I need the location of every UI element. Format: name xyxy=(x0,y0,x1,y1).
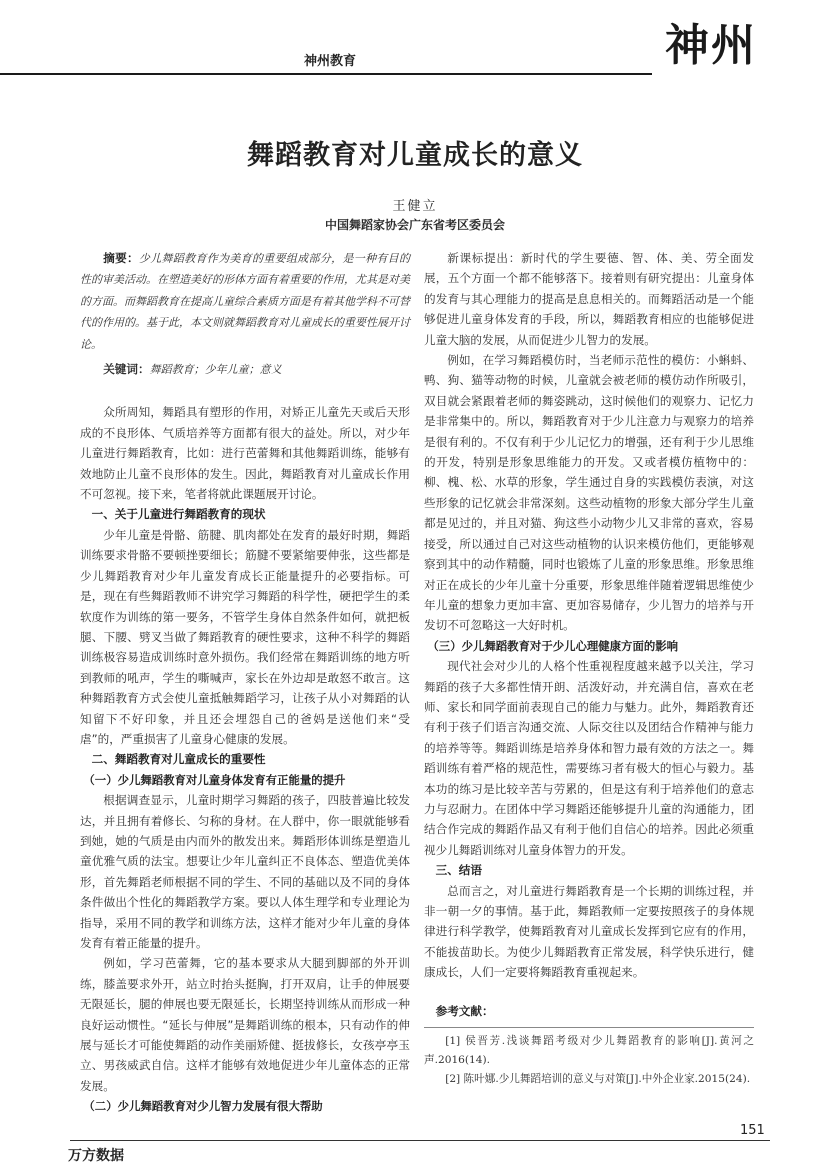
paragraph: 少年儿童是骨骼、筋腱、肌肉都处在发育的最好时期，舞蹈训练要求骨骼不要顿挫要细长；筋腱不要紧缩要伸张，这些都是少儿舞蹈教育对少年儿童发育成长正能量提升的必要指标。可是，现在有些舞蹈教师不讲究学习舞蹈的科学性，硬把学生的柔软度作为训练的第一要务，不管学生身体自然条件如何，就把板腿、下腰、劈叉当做了舞蹈教育的硬性要求，这种不科学的舞蹈训练极容易造成训练时意外损伤。我们经常在舞蹈训练的地方听到教师的吼声，学生的嘶喊声，家长在外边却是敢怒不敢言。这种舞蹈教育方式会使儿童抵触舞蹈学习，让孩子从小对舞蹈的认知留下不好印象，并且还会埋怨自己的爸妈是送他们来“受虐”的，严重损害了儿童身心健康的发展。 xyxy=(80,527,410,746)
right-column-body xyxy=(424,248,754,983)
right-column xyxy=(424,248,754,1089)
paragraph: 例如，学习芭蕾舞，它的基本要求从大腿到脚部的外开训练，膝盖要求外开，站立时抬头挺胸，打开双肩，让手的伸展要无限延长，腿的伸展也要无限延长，长期坚持训练从而形成一种良好运动惯性。“延长与伸展”是舞蹈训练的根本，只有动作的伸展与延长才可能使舞蹈的动作美丽矫健、挺拔修长，女孩亭亭玉立、男孩威武自信。这样才能够有效地促进少年儿童体态的正常发展。 xyxy=(80,956,410,1093)
section-heading: 二、舞蹈教育对儿童成长的重要性 xyxy=(91,752,266,767)
article-title: 舞蹈教育对儿童成长的意义 xyxy=(247,140,583,171)
left-column-body xyxy=(80,402,410,1116)
keywords xyxy=(80,359,410,380)
journal-logo: 神州 xyxy=(665,20,757,71)
author-affiliation: 中国舞蹈家协会广东省考区委员会 xyxy=(324,218,505,232)
paragraph: 根据调查显示，儿童时期学习舞蹈的孩子，四肢普遍比较发达，并且拥有着修长、匀称的身材。在人群中，你一眼就能够看到她，她的气质是由内而外的散发出来。舞蹈形体训练是塑造儿童优雅气质的法宝。想要让少年儿童纠正不良体态、塑造优美体形，首先舞蹈老师根据不同的学生、不同的基础以及不同的身体条件做出个性化的舞蹈教学方案。要以人体生理学和专业理论为指导，采用不同的教学和训练方法，这样才能对少年儿童的身体发育有着正能量的提升。 xyxy=(80,793,410,950)
left-column xyxy=(80,248,410,1117)
abstract-label: 摘要： xyxy=(103,251,139,265)
references-title: 参考文献： xyxy=(435,1003,494,1018)
section-heading: 一、关于儿童进行舞蹈教育的现状 xyxy=(91,507,266,522)
section-heading: 三、结语 xyxy=(435,863,482,878)
header-rule xyxy=(0,73,652,75)
page-number: 151 xyxy=(740,1123,765,1138)
paragraph: 新课标提出：新时代的学生要德、智、体、美、劳全面发展，五个方面一个都不能够落下。接着则有研究提出：儿童身体的发育与其心理能力的提高是息息相关的。而舞蹈活动是一个能够促进儿童身体发育的手段，所以，舞蹈教育相应的也能够促进儿童大脑的发展，从而促进少儿智力的发展。 xyxy=(424,251,754,347)
section-heading: （三）少儿舞蹈教育对于少儿心理健康方面的影响 xyxy=(427,638,679,653)
paragraph: 总而言之，对儿童进行舞蹈教育是一个长期的训练过程，并非一朝一夕的事情。基于此，舞蹈教师一定要按照孩子的身体规律进行科学教学，使舞蹈教育对儿童成长发挥到它应有的作用，不能拔苗助长。为使少儿舞蹈教育正常发展，科学快乐进行，健康成长，人们一定要将舞蹈教育重视起来。 xyxy=(424,883,754,980)
section-heading: （一）少儿舞蹈教育对儿童身体发育有正能量的提升 xyxy=(83,772,346,787)
paragraph: 现代社会对少儿的人格个性重视程度越来越予以关注，学习舞蹈的孩子大多都性情开朗、活泼好动，并充满自信，喜欢在老师、家长和同学面前表现自己的能力与魅力。此外，舞蹈教育还有利于孩子们语言沟通交流、人际交往以及团结合作精神与能力的培养等等。舞蹈训练是培养身体和智力最有效的方法之一。舞蹈训练有着严格的规范性，需要练习者有极大的恒心与毅力。基本功的练习是比较辛苦与劳累的，但是这有利于培养他们的意志力与忍耐力。在团体中学习舞蹈还能够提升儿童的沟通能力，团结合作完成的舞蹈作品又有利于他们自信心的培养。因此必须重视少儿舞蹈训练对儿童身体智力的开发。 xyxy=(424,659,754,857)
references-list xyxy=(424,1027,754,1089)
reference-item: [1] 侯晋芳.浅谈舞蹈考级对少儿舞蹈教育的影响[J].黄河之声.2016(14). xyxy=(424,1035,754,1067)
paragraph: 众所周知，舞蹈具有塑形的作用，对矫正儿童先天或后天形成的不良形体、气质培养等方面都有很大的益处。所以，对少年儿童进行舞蹈教育，比如：进行芭蕾舞和其他舞蹈训练，能够有效地防止儿童不良形体的发生。因此，舞蹈教育对儿童成长作用不可忽视。接下来，笔者将就此课题展开讨论。 xyxy=(80,405,410,502)
keywords-label: 关键词： xyxy=(103,362,150,377)
footer-rule xyxy=(70,1140,770,1141)
keywords-text: 舞蹈教育；少年儿童；意义 xyxy=(149,363,282,377)
section-heading: （二）少儿舞蹈教育对少儿智力发展有很大帮助 xyxy=(83,1099,323,1114)
journal-header-title: 神州教育 xyxy=(303,54,356,69)
abstract-text: 少儿舞蹈教育作为美育的重要组成部分，是一种有目的性的审美活动。在塑造美好的形体方面有着重要的作用，尤其是对美的方面。而舞蹈教育在提高儿童综合素质方面是有着其他学科不可替代的作用的。基于此，本文则就舞蹈教育对儿童成长的重要性展开讨论。 xyxy=(80,252,410,351)
abstract xyxy=(80,248,410,355)
footer-source: 万方数据 xyxy=(68,1148,124,1164)
reference-item: [2] 陈叶娜.少儿舞蹈培训的意义与对策[J].中外企业家.2015(24). xyxy=(445,1073,751,1086)
article-author: 王健立 xyxy=(392,199,438,214)
paragraph: 例如，在学习舞蹈模仿时，当老师示范性的模仿：小蝌蚪、鸭、狗、猫等动物的时候，儿童就会被老师的模仿动作所吸引，双目就会紧跟着老师的舞姿跳动，这时候他们的观察力、记忆力是非常集中的。所以，舞蹈教育对于少儿注意力与观察力的培养是很有利的。不仅有利于少儿记忆力的增强，还有利于少儿思维的开发，特别是形象思维能力的开发。又或者模仿植物中的：柳、槐、松、水草的形象，学生通过自身的实践模仿表演，对这些形象的记忆就会非常深刻。这些动植物的形象大部分学生儿童都是见过的，并且对猫、狗这些小动物少儿又非常的喜欢，容易接受，所以通过自己对这些动植物的认识来模仿他们，更能够观察到其中的动作精髓，同时也锻炼了儿童的形象思维。形象思维对正在成长的少年儿童十分重要，形象思维伴随着逻辑思维使少年儿童的想象力更加丰富、更加容易储存，少儿智力的培养与开发切不可忽略这一大好时机。 xyxy=(424,353,754,633)
